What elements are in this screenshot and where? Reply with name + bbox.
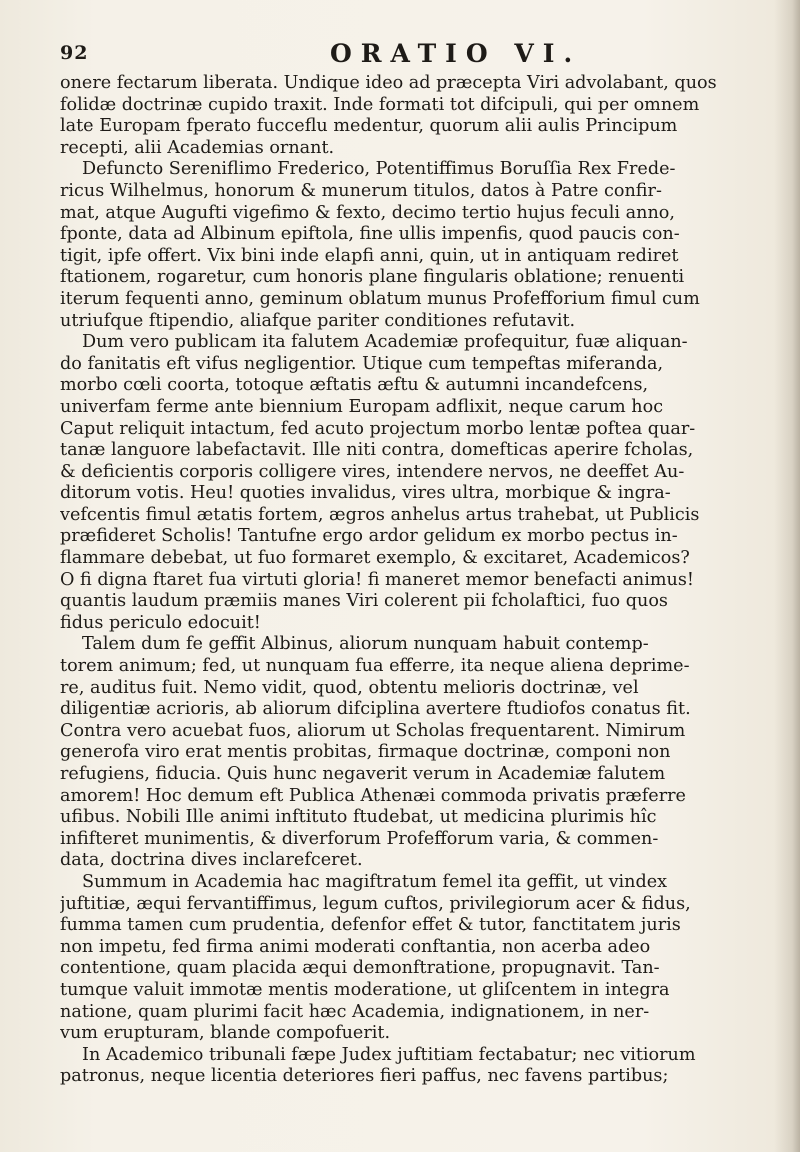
- text-line: diligentiæ acrioris, ab aliorum difciplina avertere ftudiofos conatus fit.: [60, 699, 691, 720]
- text-line: tigit, ipfe offert. Vix bini inde elapfi anni, quin, ut in antiquam rediret: [60, 245, 679, 266]
- text-line: univerfam ferme ante biennium Europam adflixit, neque carum hoc: [60, 396, 664, 417]
- text-line: data, doctrina dives inclarefceret.: [60, 850, 363, 871]
- text-line: tanæ languore labefactavit. Ille niti contra, domefticas aperire fcholas,: [60, 440, 694, 461]
- text-line: juftitiæ, æqui fervantiffimus, legum cuftos, privilegiorum acer & fidus,: [60, 893, 691, 914]
- text-line: utriufque ftipendio, aliafque pariter conditiones refutavit.: [60, 310, 576, 331]
- text-line: patronus, neque licentia deteriores fieri paffus, nec favens partibus;: [60, 1066, 669, 1087]
- text-line: ricus Wilhelmus, honorum & munerum titulos, datos à Patre confir-: [60, 180, 662, 201]
- text-line: generofa viro erat mentis probitas, firmaque doctrinæ, componi non: [60, 742, 671, 763]
- text-line: infifteret munimentis, & diverforum Profefforum varia, & commen-: [60, 828, 659, 849]
- text-line: torem animum; fed, ut nunquam fua efferre, ita neque aliena deprime-: [60, 656, 690, 677]
- text-line: re, auditus fuit. Nemo vidit, quod, obtentu melioris doctrinæ, vel: [60, 677, 639, 698]
- paragraph-start-line: In Academico tribunali fæpe Judex juftitiam fectabatur; nec vitiorum: [82, 1044, 696, 1065]
- text-line: ftationem, rogaretur, cum honoris plane fingularis oblatione; renuenti: [60, 267, 685, 288]
- running-head: ORATIO VI.: [330, 39, 582, 68]
- paragraph-start-line: Summum in Academia hac magiftratum femel ita geffit, ut vindex: [82, 871, 668, 892]
- text-line: contentione, quam placida æqui demonftratione, propugnavit. Tan-: [60, 958, 660, 979]
- page-number: 92: [60, 42, 89, 64]
- text-line: folidæ doctrinæ cupido traxit. Inde formati tot difcipuli, qui per omnem: [60, 94, 700, 115]
- text-line: O fi digna ftaret fua virtuti gloria! fi maneret memor benefacti animus!: [60, 569, 694, 590]
- text-line: amorem! Hoc demum eft Publica Athenæi commoda privatis præferre: [60, 785, 686, 806]
- text-line: Contra vero acuebat fuos, aliorum ut Scholas frequentarent. Nimirum: [60, 720, 686, 741]
- text-line: late Europam fperato fucceflu medentur, quorum alii aulis Principum: [60, 116, 678, 137]
- text-line: mat, atque Augufti vigefimo & fexto, decimo tertio hujus feculi anno,: [60, 202, 675, 223]
- text-line: recepti, alii Academias ornant.: [60, 137, 335, 158]
- text-line: non impetu, fed firma animi moderati conftantia, non acerba adeo: [60, 936, 651, 957]
- text-line: vum erupturam, blande compofuerit.: [60, 1023, 391, 1044]
- text-line: fumma tamen cum prudentia, defenfor effet & tutor, fanctitatem juris: [60, 915, 681, 936]
- text-line: morbo cœli coorta, totoque æftatis æftu & autumni incandefcens,: [60, 375, 649, 396]
- text-line: ufibus. Nobili Ille animi inftituto ftudebat, ut medicina plurimis hîc: [60, 807, 657, 828]
- text-line: onere fectarum liberata. Undique ideo ad præcepta Viri advolabant, quos: [60, 73, 717, 93]
- text-line: ditorum votis. Heu! quoties invalidus, vires ultra, morbique & ingra-: [60, 483, 671, 504]
- text-line: refugiens, fiducia. Quis hunc negaverit verum in Academiæ falutem: [60, 764, 666, 784]
- paragraph-start-line: Talem dum fe geffit Albinus, aliorum nunquam habuit contemp-: [82, 634, 649, 655]
- text-line: fponte, data ad Albinum epiftola, fine ullis impenfis, quod paucis con-: [60, 224, 680, 245]
- text-line: fidus periculo edocuit!: [60, 612, 261, 633]
- text-line: natione, quam plurimi facit hæc Academia, indignationem, in ner-: [60, 1001, 650, 1022]
- paragraph-start-line: Defuncto Sereniflimo Frederico, Potentiffimus Boruſſia Rex Frede-: [82, 159, 676, 180]
- text-line: præfideret Scholis! Tantufne ergo ardor gelidum ex morbo pectus in-: [60, 526, 678, 547]
- text-line: quantis laudum præmiis manes Viri colerent pii fcholaftici, fuo quos: [60, 591, 668, 612]
- body-text: [60, 73, 780, 1088]
- text-line: flammare debebat, ut fuo formaret exemplo, & excitaret, Academicos?: [60, 548, 690, 569]
- text-line: & deficientis corporis colligere vires, intendere nervos, ne deeffet Au-: [60, 461, 685, 482]
- text-line: vefcentis fimul ætatis fortem, ægros anhelus artus trahebat, ut Publicis: [60, 504, 700, 525]
- text-line: tumque valuit immotæ mentis moderatione, ut gliſcentem in integra: [60, 979, 670, 1000]
- text-line: do fanitatis eft vifus negligentior. Utique cum tempeftas miferanda,: [60, 353, 664, 374]
- text-line: iterum fequenti anno, geminum oblatum munus Profefforium fimul cum: [60, 288, 700, 309]
- text-line: Caput reliquit intactum, fed acuto projectum morbo lentæ poftea quar-: [60, 418, 696, 439]
- paragraph-start-line: Dum vero publicam ita falutem Academiæ profequitur, fuæ aliquan-: [82, 332, 688, 353]
